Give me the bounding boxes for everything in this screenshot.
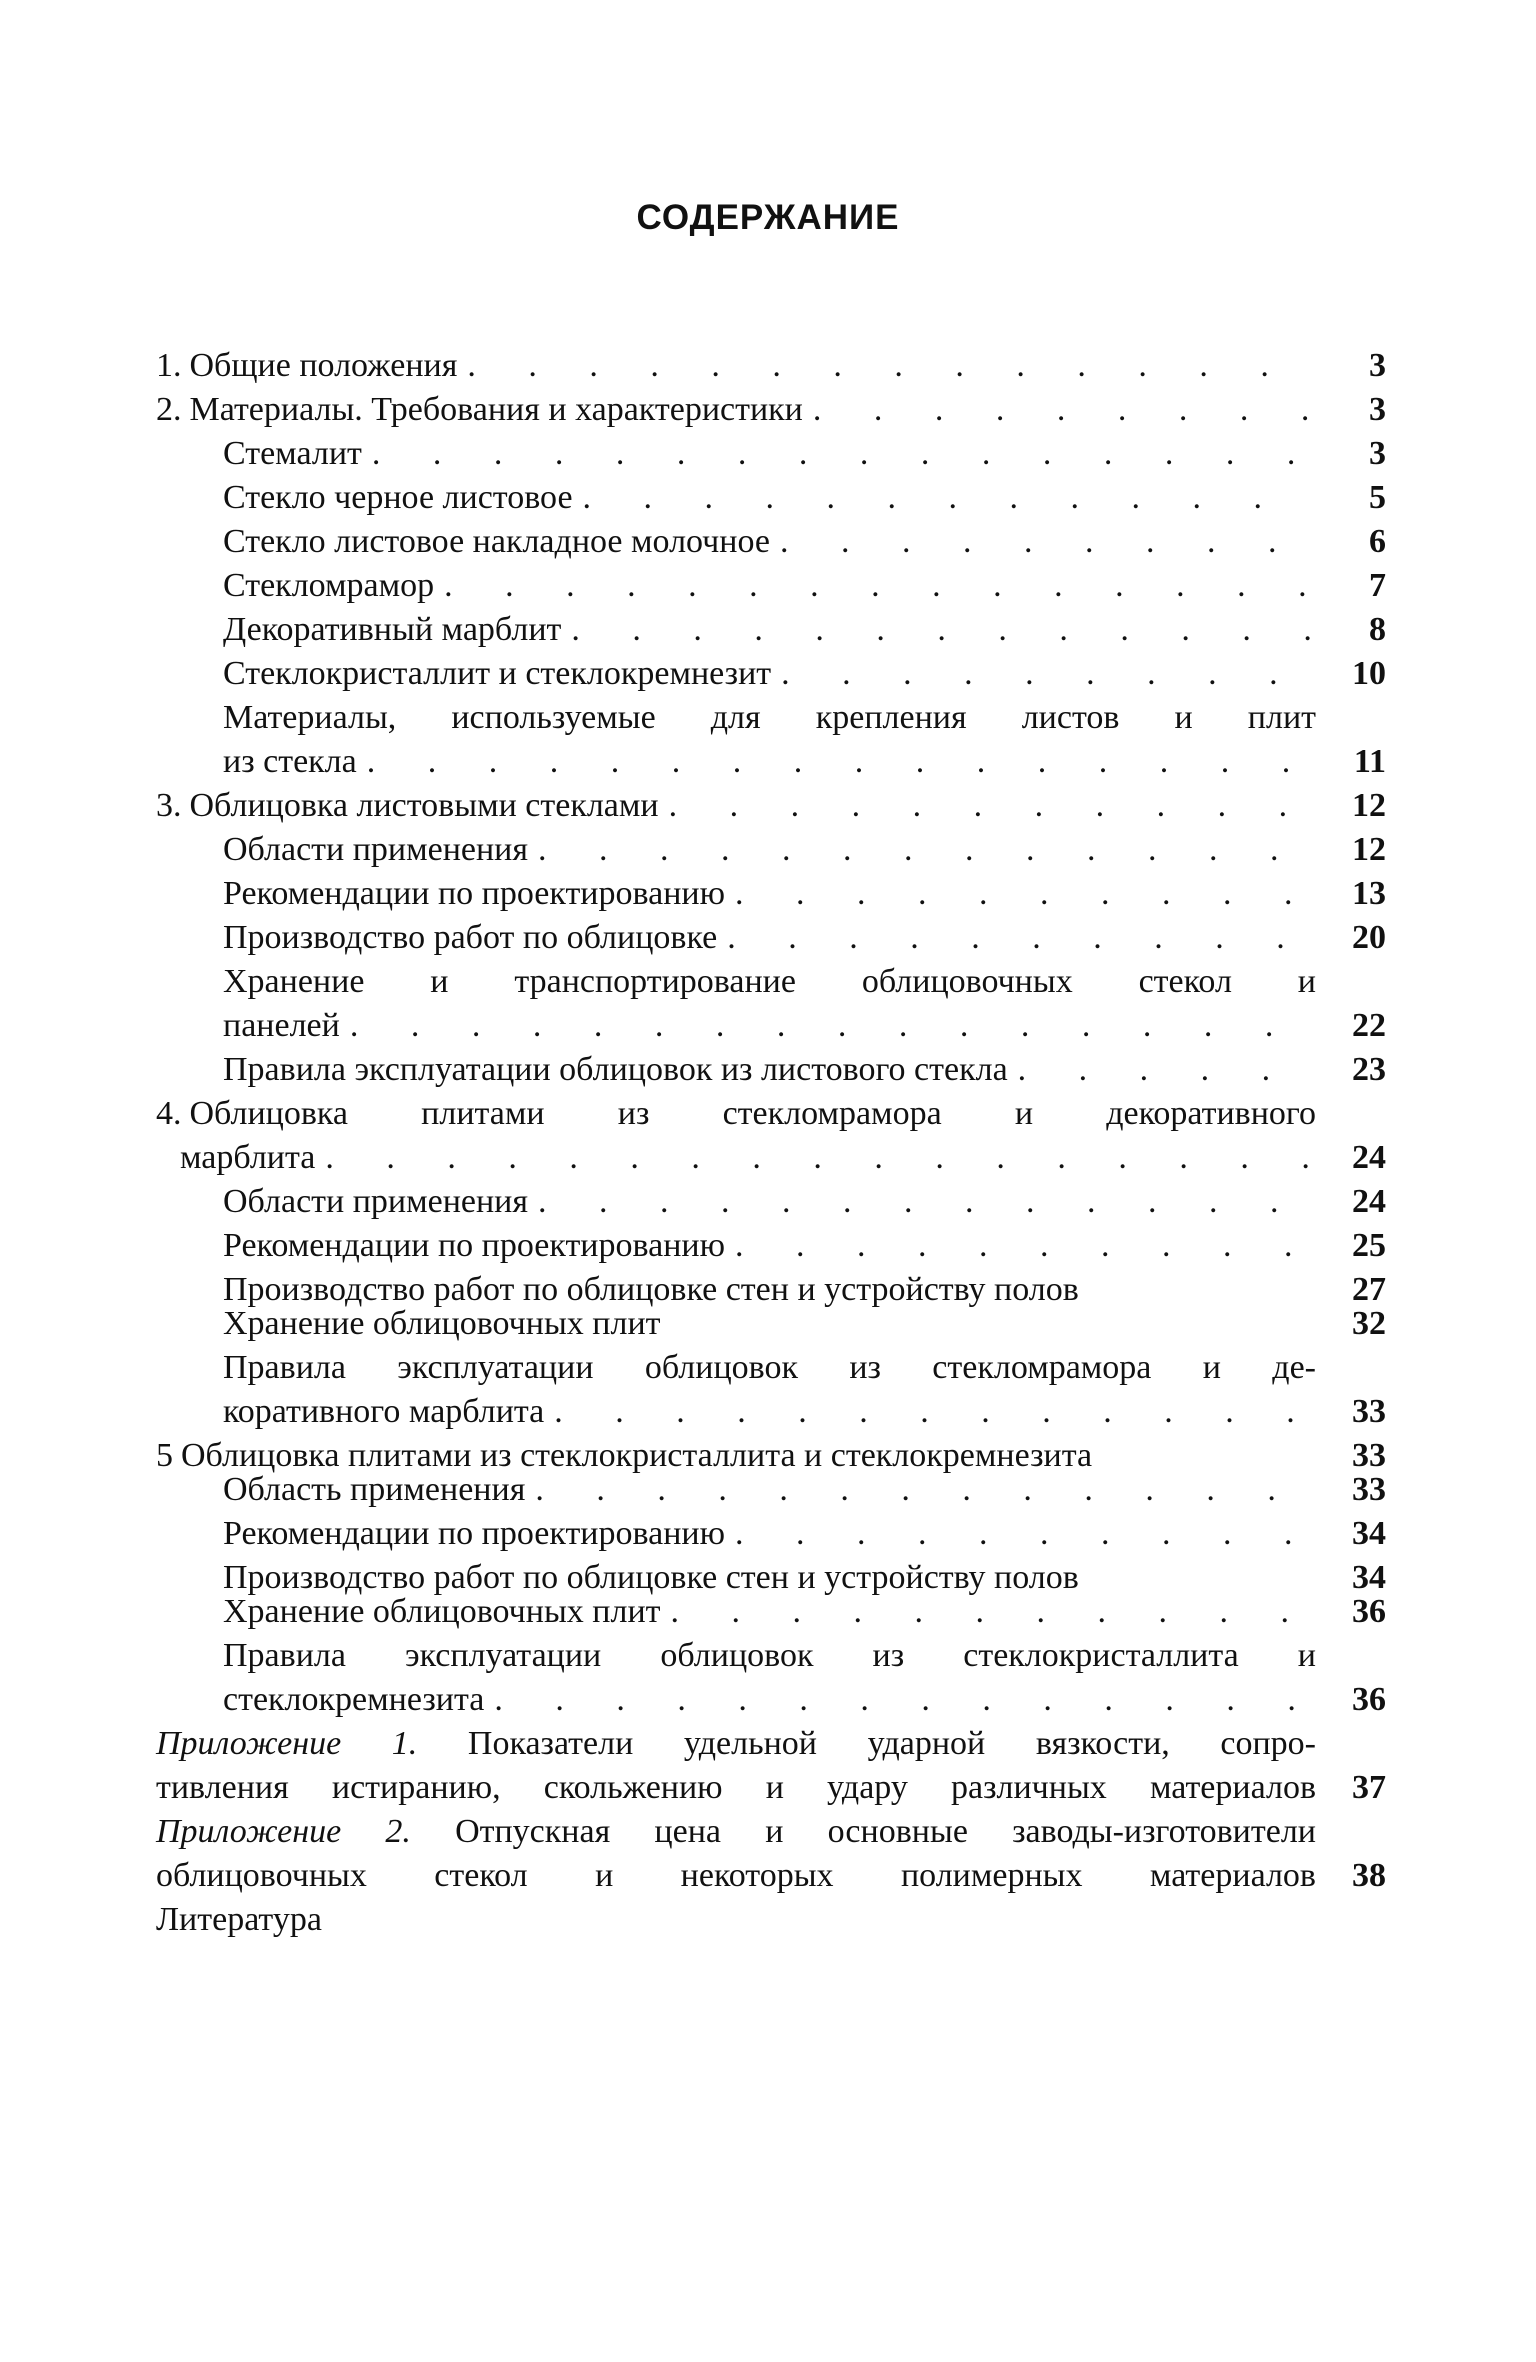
dot-leader xyxy=(544,1390,1310,1434)
entry-title-line-2: стеклокремнезита xyxy=(223,1681,485,1718)
page-number: 3 xyxy=(1369,391,1386,428)
entry-title: Стекломрамор xyxy=(223,567,435,604)
toc-entry xyxy=(156,916,1386,960)
toc-entry xyxy=(156,608,1386,652)
page-number: 12 xyxy=(1352,831,1386,868)
toc-entry xyxy=(156,1180,1386,1224)
entry-title-line-2: панелей xyxy=(223,1007,340,1044)
section-number: 1. xyxy=(156,347,182,384)
toc-entry xyxy=(156,1512,1386,1556)
page-number: 34 xyxy=(1352,1515,1386,1552)
toc-entry-section-2 xyxy=(156,388,1386,432)
page-number: 6 xyxy=(1369,523,1386,560)
toc-entry xyxy=(156,1634,1386,1722)
dot-leader xyxy=(362,432,1310,476)
entry-title: Область применения xyxy=(223,1471,526,1508)
dot-leader xyxy=(573,476,1310,520)
toc-entry xyxy=(156,960,1386,1048)
entry-title-line-2: из стекла xyxy=(223,743,357,780)
appendix-label: Приложение 2. xyxy=(156,1813,411,1850)
entry-title-line-1: Правила эксплуатации облицовок из стекломрамора и де- xyxy=(223,1349,1316,1386)
appendix-label: Приложение 1. xyxy=(156,1725,418,1762)
dot-leader xyxy=(340,1004,1310,1048)
page-number: 20 xyxy=(1352,919,1386,956)
entry-title-line-1: Хранение и транспортирование облицовочных стекол и xyxy=(223,963,1316,1000)
page-number: 24 xyxy=(1352,1139,1386,1176)
page-number: 38 xyxy=(1352,1857,1386,1894)
entry-title: Стекло листовое накладное молочное xyxy=(223,523,770,560)
dot-leader xyxy=(525,1468,1310,1512)
page-number: 36 xyxy=(1352,1681,1386,1718)
page-number: 32 xyxy=(1352,1305,1386,1342)
entry-title: Облицовка листовыми стеклами xyxy=(189,787,659,824)
page-number: 25 xyxy=(1352,1227,1386,1264)
dot-leader xyxy=(484,1678,1310,1722)
page-number: 33 xyxy=(1352,1471,1386,1508)
entry-title: Рекомендации по проектированию xyxy=(223,1227,725,1264)
entry-title: Хранение облицовочных плит xyxy=(223,1593,661,1630)
toc-entry-appendix-2 xyxy=(156,1810,1386,1898)
toc-entry xyxy=(156,828,1386,872)
dot-leader xyxy=(661,1590,1310,1634)
page-number: 24 xyxy=(1352,1183,1386,1220)
page-number: 36 xyxy=(1352,1593,1386,1630)
toc-entry-appendix-1 xyxy=(156,1722,1386,1810)
page-number: 23 xyxy=(1352,1051,1386,1088)
dot-leader xyxy=(528,828,1310,872)
table-of-contents xyxy=(156,344,1386,1942)
entry-title-line-1: Отпускная цена и основные заводы-изготовители xyxy=(455,1813,1316,1850)
entry-title-line-1: Показатели удельной ударной вязкости, сопро- xyxy=(467,1725,1317,1762)
page-number: 10 xyxy=(1352,655,1386,692)
toc-entry xyxy=(156,652,1386,696)
toc-entry xyxy=(156,1468,1386,1512)
dot-leader xyxy=(803,388,1310,432)
entry-title: Материалы. Требования и характеристики xyxy=(189,391,803,428)
toc-entry xyxy=(156,520,1386,564)
dot-leader xyxy=(725,1512,1310,1556)
section-number: 2. xyxy=(156,391,182,428)
dot-leader xyxy=(659,784,1310,828)
entry-title-line-2: коративного марблита xyxy=(223,1393,545,1430)
toc-entry-section-4 xyxy=(156,1092,1386,1180)
entry-title: Области применения xyxy=(223,831,529,868)
entry-title: Стеклокристаллит и стеклокремнезит xyxy=(223,655,772,692)
toc-entry xyxy=(156,1302,1386,1346)
toc-entry xyxy=(156,696,1386,784)
entry-title: Декоративный марблит xyxy=(223,611,562,648)
toc-entry xyxy=(156,1346,1386,1434)
dot-leader xyxy=(457,344,1310,388)
page-number: 37 xyxy=(1352,1769,1386,1806)
entry-title-line-1: Правила эксплуатации облицовок из стеклокристаллита и xyxy=(223,1637,1316,1674)
entry-title: Рекомендации по проектированию xyxy=(223,1515,725,1552)
section-number: 5 xyxy=(156,1437,173,1474)
entry-title: Производство работ по облицовке xyxy=(223,919,718,956)
entry-title: Стекло черное листовое xyxy=(223,479,573,516)
toc-entry xyxy=(156,872,1386,916)
entry-title-line-2: тивления истиранию, скольжению и удару различных материалов xyxy=(156,1769,1316,1806)
page-title: СОДЕРЖАНИЕ xyxy=(636,198,900,237)
entry-title: Хранение облицовочных плит xyxy=(223,1305,661,1342)
dot-leader xyxy=(1008,1048,1310,1092)
page-number: 27 xyxy=(1352,1271,1386,1308)
entry-title: Общие положения xyxy=(189,347,458,384)
entry-title: Облицовка плитами из стеклокристаллита и стеклокремнезита xyxy=(181,1437,1093,1474)
toc-entry xyxy=(156,1048,1386,1092)
section-number: 4. xyxy=(156,1095,182,1132)
section-number: 3. xyxy=(156,787,182,824)
toc-entry xyxy=(156,476,1386,520)
toc-entry xyxy=(156,432,1386,476)
toc-entry-section-1 xyxy=(156,344,1386,388)
page-number: 22 xyxy=(1352,1007,1386,1044)
page-number: 34 xyxy=(1352,1559,1386,1596)
entry-title: Рекомендации по проектированию xyxy=(223,875,725,912)
page-number: 3 xyxy=(1369,347,1386,384)
dot-leader xyxy=(725,1224,1310,1268)
toc-entry xyxy=(156,564,1386,608)
page-number: 3 xyxy=(1369,435,1386,472)
page-number: 7 xyxy=(1369,567,1386,604)
dot-leader xyxy=(561,608,1310,652)
entry-title-line-2: марблита xyxy=(180,1139,316,1176)
entry-title: Производство работ по облицовке стен и устройству полов xyxy=(223,1271,1079,1308)
page-number: 5 xyxy=(1369,479,1386,516)
page-number: 8 xyxy=(1369,611,1386,648)
dot-leader xyxy=(770,520,1310,564)
dot-leader xyxy=(528,1180,1310,1224)
dot-leader xyxy=(771,652,1310,696)
entry-title-line-1: Материалы, используемые для крепления листов и плит xyxy=(223,699,1316,736)
toc-entry xyxy=(156,1224,1386,1268)
entry-title: Стемалит xyxy=(223,435,362,472)
dot-leader xyxy=(357,740,1310,784)
page-number: 33 xyxy=(1352,1393,1386,1430)
entry-title: Производство работ по облицовке стен и устройству полов xyxy=(223,1559,1079,1596)
dot-leader xyxy=(725,872,1310,916)
entry-title-line-1: Облицовка плитами из стекломрамора и декоративного xyxy=(189,1095,1316,1132)
entry-title: Литература xyxy=(156,1901,322,1938)
toc-entry-literature xyxy=(156,1898,1386,1942)
dot-leader xyxy=(315,1136,1310,1180)
dot-leader xyxy=(434,564,1310,608)
dot-leader xyxy=(717,916,1310,960)
toc-entry xyxy=(156,1590,1386,1634)
page-number: 11 xyxy=(1353,743,1386,780)
page-number: 33 xyxy=(1352,1437,1386,1474)
page-number: 12 xyxy=(1352,787,1386,824)
entry-title: Области применения xyxy=(223,1183,529,1220)
page-number: 13 xyxy=(1352,875,1386,912)
toc-entry-section-3 xyxy=(156,784,1386,828)
entry-title-line-2: облицовочных стекол и некоторых полимерных материалов xyxy=(156,1857,1316,1894)
entry-title: Правила эксплуатации облицовок из листового стекла xyxy=(223,1051,1008,1088)
